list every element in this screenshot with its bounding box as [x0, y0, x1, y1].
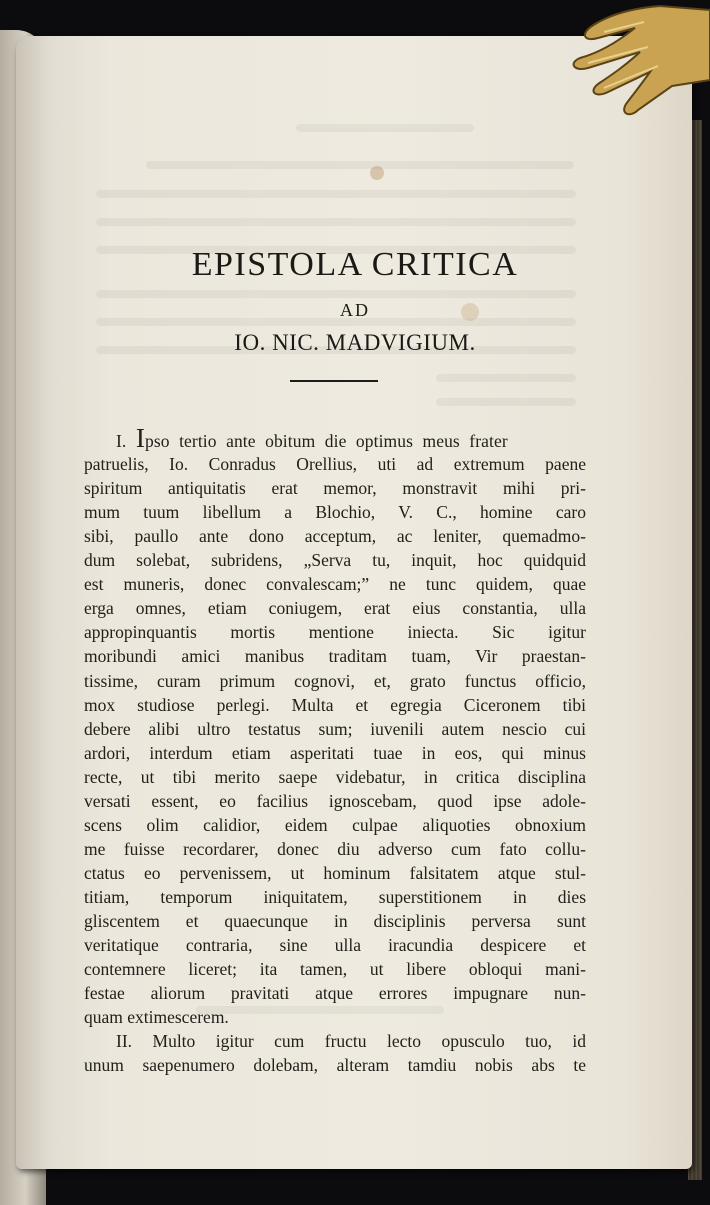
section-number: I.: [116, 431, 136, 451]
text-line: veritatique contraria, sine ulla iracundia despicere et: [84, 935, 586, 955]
initial-letter: I: [135, 423, 145, 453]
title-preposition: AD: [340, 300, 370, 320]
text-line: ctatus eo pervenissem, ut hominum falsitatem atque stul-: [84, 863, 586, 883]
text-line: II. Multo igitur cum fructu lecto opusculo tuo, id: [116, 1031, 586, 1051]
text-line: scens olim calidior, eidem culpae aliquoties obnoxium: [84, 815, 586, 835]
text-line: patruelis, Io. Conradus Orellius, uti ad extremum paene: [84, 454, 586, 474]
book-stand-hand-icon: [540, 0, 710, 135]
text-line: recte, ut tibi merito saepe videbatur, in critica disciplina: [84, 767, 586, 787]
text-line: dum solebat, subridens, „Serva tu, inquit, hoc quidquid: [84, 550, 586, 570]
text-line: versati essent, eo facilius ignoscebam, quod ipse adole-: [84, 791, 586, 811]
text-line: appropinquantis mortis mentione iniecta. Sic igitur: [84, 622, 586, 642]
text-line: festae aliorum pravitati atque errores impugnare nun-: [84, 983, 586, 1003]
text-line: me fuisse recordarer, donec diu adverso cum fato collu-: [84, 839, 586, 859]
text-line: contemnere liceret; ita tamen, ut libere obloqui mani-: [84, 959, 586, 979]
page-title: EPISTOLA CRITICA: [191, 246, 519, 283]
text-line: est muneris, donec convalescam;” ne tunc quidem, quae: [84, 574, 586, 594]
text-line: sibi, paullo ante dono acceptum, ac leniter, quemadmo-: [84, 526, 586, 546]
text-line: moribundi amici manibus traditam tuam, Vir praestan-: [84, 646, 586, 666]
text-line: titiam, temporum iniquitatem, superstitionem in dies: [84, 887, 586, 907]
text-line: debere alibi ultro testatus sum; iuvenili autem nescio cui: [84, 719, 586, 739]
text-line: [116, 423, 586, 453]
title-rule: [290, 380, 378, 382]
text-line: mox studiose perlegi. Multa et egregia Ciceronem tibi: [84, 695, 586, 715]
text-line: gliscentem et quaecunque in disciplinis perversa sunt: [84, 911, 586, 931]
text-line: erga omnes, etiam coniugem, erat eius constantia, ulla: [84, 598, 586, 618]
title-addressee: IO. NIC. MADVIGIUM.: [234, 330, 476, 355]
text-line: mum tuum libellum a Blochio, V. C., homine caro: [84, 502, 586, 522]
text-line: tissime, curam primum cognovi, et, grato functus officio,: [84, 671, 586, 691]
text-line: quam extimescerem.: [84, 1007, 229, 1027]
text-line: ardori, interdum etiam asperitati tuae in eos, qui minus: [84, 743, 586, 763]
text-line: spiritum antiquitatis erat memor, monstravit mihi pri-: [84, 478, 586, 498]
text-line: unum saepenumero dolebam, alteram tamdiu nobis abs te: [84, 1055, 586, 1075]
line-text: pso tertio ante obitum die optimus meus frater: [144, 431, 508, 451]
